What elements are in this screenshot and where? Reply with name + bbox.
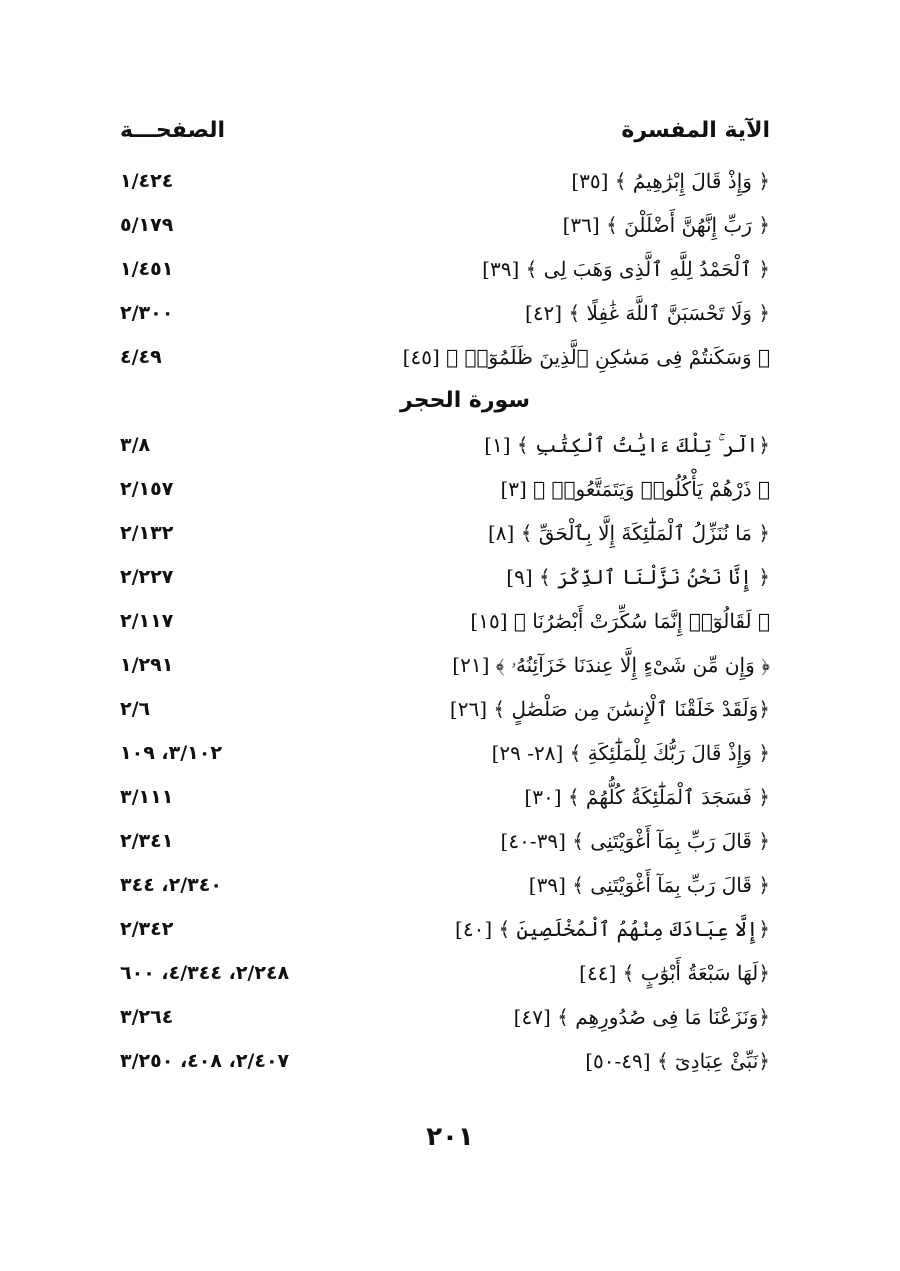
- index-list: [120, 165, 770, 1089]
- page-reference: ٥/١٧٩: [120, 214, 174, 236]
- page-reference: ٣/١١١: [120, 786, 174, 808]
- page-reference: ٢/١٥٧: [120, 478, 174, 500]
- verse-text: ﴿ لَقَالُوٓا۟ إِنَّمَا سُكِّرَتْ أَبْصَٰرُنَا ﴾ [١٥]: [470, 609, 770, 633]
- page-reference: ١/٤٥١: [120, 258, 174, 280]
- index-row: [120, 253, 770, 297]
- verse-text: ﴿ وَإِذْ قَالَ إِبْرَٰهِيمُ ﴾ [٣٥]: [571, 169, 770, 193]
- surah-title: سورة الحجر: [400, 388, 530, 413]
- verse-text: ﴿ قَالَ رَبِّ بِمَآ أَغْوَيْتَنِى ﴾ [٣٩]: [528, 873, 770, 897]
- verse-text: ﴿نَبِّئْ عِبَادِىٓ ﴾ [٤٩-٥٠]: [585, 1049, 770, 1073]
- index-row: [120, 1045, 770, 1089]
- verse-text: ﴿ ٱلْحَمْدُ لِلَّهِ ٱلَّذِى وَهَبَ لِى ﴾ [٣٩]: [482, 257, 770, 281]
- index-row: [120, 957, 770, 1001]
- page-reference: ٢/١١٧: [120, 610, 174, 632]
- verse-text: ﴿وَلَقَدْ خَلَقْنَا ٱلْإِنسَٰنَ مِن صَلْصَٰلٍ ﴾ [٢٦]: [449, 697, 770, 721]
- page-reference: ٣/٨: [120, 434, 151, 456]
- page-reference: ١/٤٢٤: [120, 170, 174, 192]
- page-reference: ٣/٢٦٤: [120, 1006, 174, 1028]
- index-row: [120, 781, 770, 825]
- index-row: [120, 429, 770, 473]
- verse-text: ﴿ فَسَجَدَ ٱلْمَلَٰٓئِكَةُ كُلُّهُمْ ﴾ [٣٠]: [524, 785, 770, 809]
- verse-text: ﴿لَهَا سَبْعَةُ أَبْوَٰبٍ ﴾ [٤٤]: [579, 961, 770, 985]
- verse-text: ﴿ إِنَّا نَحْنُ نَزَّلْنَا ٱلذِّكْرَ ﴾ [٩]: [506, 565, 770, 589]
- verse-text: ﴿ وَإِذْ قَالَ رَبُّكَ لِلْمَلَٰٓئِكَةِ ﴾ [٢٨- ٢٩]: [491, 741, 770, 765]
- index-row: [120, 693, 770, 737]
- verse-text: ﴿ مَا نُنَزِّلُ ٱلْمَلَٰٓئِكَةَ إِلَّا بِٱلْحَقِّ ﴾ [٨]: [487, 521, 770, 545]
- page-reference: ٢/٣٤٢: [120, 918, 174, 940]
- index-row: [120, 297, 770, 341]
- index-row: [120, 1001, 770, 1045]
- surah-heading: [120, 385, 770, 429]
- index-row: [120, 517, 770, 561]
- page-reference: ٢/٤٠٧، ٤٠٨، ٣/٢٥٠: [120, 1050, 290, 1072]
- verse-text: ﴿ وَإِن مِّن شَىْءٍ إِلَّا عِندَنَا خَزَآئِنُهُۥ ﴾ [٢١]: [452, 653, 770, 677]
- verse-text: ﴿وَنَزَعْنَا مَا فِى صُدُورِهِم ﴾ [٤٧]: [513, 1005, 770, 1029]
- page-reference: ٢/٣٠٠: [120, 302, 174, 324]
- page-reference: ٤/٤٩: [120, 346, 162, 368]
- page-reference: ١/٢٩١: [120, 654, 174, 676]
- page-reference: ٢/٢٢٧: [120, 566, 174, 588]
- page-reference: ٢/٣٤١: [120, 830, 174, 852]
- verse-text: ﴿ وَسَكَنتُمْ فِى مَسَٰكِنِ ٱلَّذِينَ ظَلَمُوٓا۟ ﴾ [٤٥]: [402, 345, 770, 369]
- verse-text: ﴿ رَبِّ إِنَّهُنَّ أَضْلَلْنَ ﴾ [٣٦]: [562, 213, 770, 237]
- page-column-label: الصفحـــة: [120, 118, 226, 143]
- index-row: [120, 605, 770, 649]
- verse-text: ﴿ قَالَ رَبِّ بِمَآ أَغْوَيْتَنِى ﴾ [٣٩-٤٠]: [500, 829, 770, 853]
- index-row: [120, 737, 770, 781]
- index-row: [120, 341, 770, 385]
- verse-text: ﴿الٓر ۚ تِلْكَ ءَايَٰتُ ٱلْكِتَٰبِ ﴾ [١]: [484, 433, 770, 457]
- verse-text: ﴿ ذَرْهُمْ يَأْكُلُوا۟ وَيَتَمَتَّعُوا۟ ﴾ [٣]: [500, 477, 770, 501]
- page-reference: ٣/١٠٢، ١٠٩: [120, 742, 222, 764]
- verse-text: ﴿ وَلَا تَحْسَبَنَّ ٱللَّهَ غَٰفِلًا ﴾ [٤٢]: [525, 301, 770, 325]
- index-row: [120, 473, 770, 517]
- column-header: [120, 118, 770, 158]
- page-reference: ٢/٣٤٠، ٣٤٤: [120, 874, 222, 896]
- page-reference: ٢/٦: [120, 698, 151, 720]
- page-reference: ٢/١٣٢: [120, 522, 174, 544]
- index-row: [120, 561, 770, 605]
- verse-text: ﴿إِلَّا عِبَادَكَ مِنْهُمُ ٱلْمُخْلَصِينَ ﴾ [٤٠]: [455, 917, 770, 941]
- page-reference: ٢/٢٤٨، ٤/٣٤٤، ٦٠٠: [120, 962, 290, 984]
- index-row: [120, 649, 770, 693]
- verse-column-label: الآية المفسرة: [621, 118, 770, 143]
- index-row: [120, 913, 770, 957]
- page-number: ٢٠١: [426, 1122, 474, 1152]
- index-row: [120, 825, 770, 869]
- index-row: [120, 209, 770, 253]
- index-row: [120, 165, 770, 209]
- index-row: [120, 869, 770, 913]
